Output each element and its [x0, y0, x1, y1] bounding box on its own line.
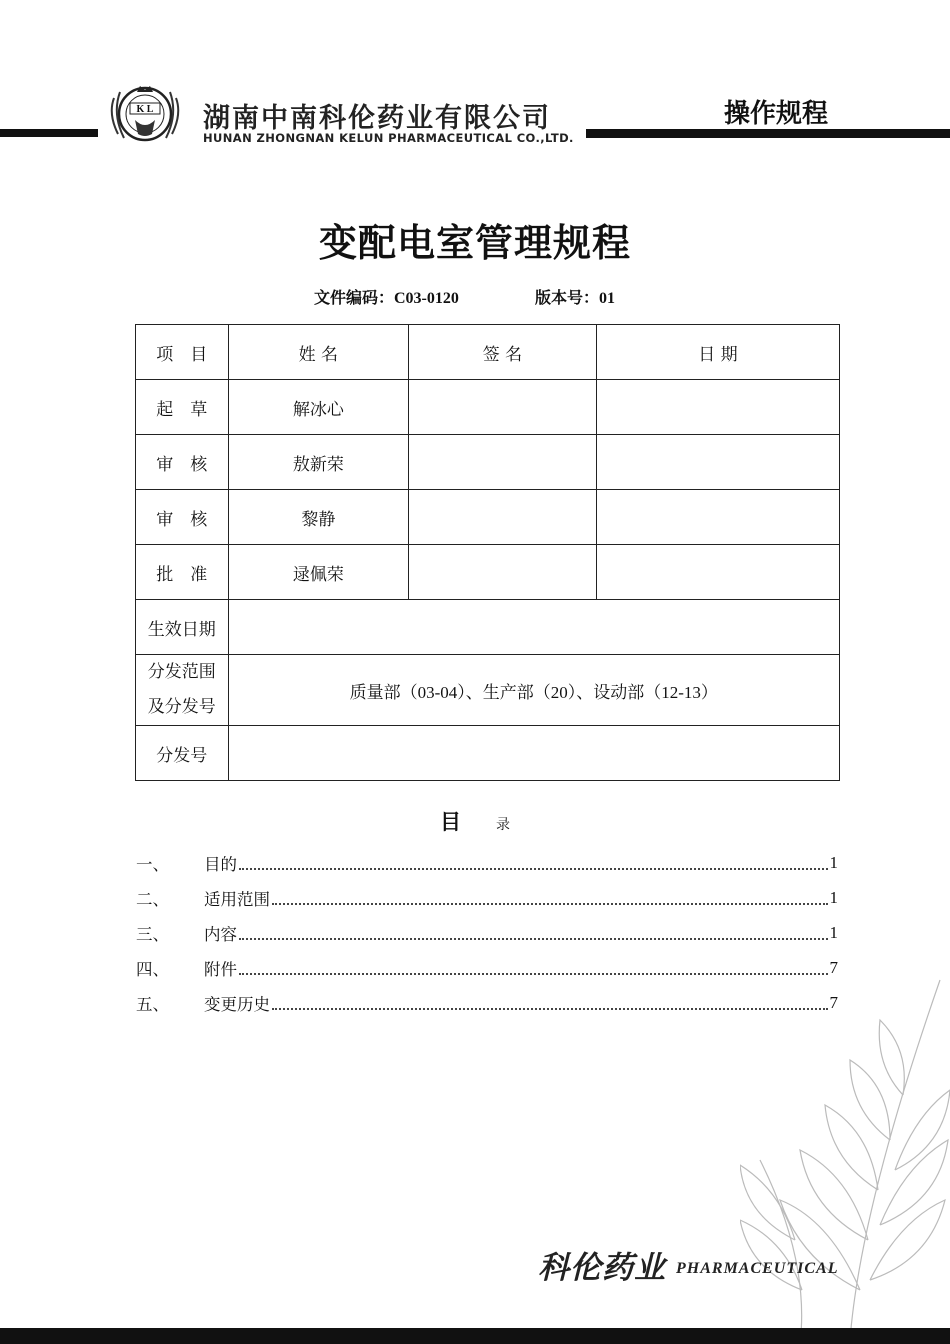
distribution-label-line2: 及分发号 — [147, 697, 216, 717]
toc-number: 一、 — [136, 854, 169, 874]
header-rule-left — [0, 129, 98, 137]
company-logo-icon — [104, 78, 186, 150]
toc-label: 目的 — [204, 854, 237, 874]
toc-entry[interactable] — [136, 985, 838, 1020]
distribution-number-row — [136, 726, 840, 781]
document-version: 版本号：01 — [535, 290, 616, 307]
distribution-row — [136, 655, 840, 726]
toc-title-main: 目 — [439, 810, 461, 834]
table-of-contents — [136, 845, 838, 1020]
footer-rule — [0, 1328, 950, 1344]
toc-page: 1 — [829, 922, 838, 942]
toc-label: 变更历史 — [204, 994, 270, 1014]
footer-brand-en: PHARMACEUTICAL — [676, 1260, 839, 1277]
distribution-number-value — [228, 726, 839, 781]
effective-date-label: 生效日期 — [136, 600, 229, 655]
effective-date-row — [136, 600, 840, 655]
wheat-watermark-icon — [740, 957, 950, 1344]
name-cell: 解冰心 — [228, 380, 409, 435]
date-cell — [596, 490, 839, 545]
name-cell: 敖新荣 — [228, 435, 409, 490]
approval-table — [135, 324, 840, 781]
signature-cell — [409, 545, 597, 600]
toc-entry[interactable] — [136, 880, 838, 915]
document-type: 操作规程 — [724, 99, 829, 129]
distribution-label-line1: 分发范围 — [147, 662, 216, 682]
role-cell: 审 核 — [136, 435, 229, 490]
toc-leader — [239, 868, 828, 870]
header-signature: 签 名 — [409, 325, 597, 380]
toc-label: 内容 — [204, 924, 237, 944]
header-item: 项 目 — [136, 325, 229, 380]
distribution-value: 质量部（03-04）、生产部（20）、设动部（12-13） — [228, 655, 839, 726]
toc-number: 四、 — [136, 959, 169, 979]
toc-page: 7 — [829, 992, 838, 1012]
table-row — [136, 490, 840, 545]
toc-leader — [272, 903, 828, 905]
toc-page: 7 — [829, 957, 838, 977]
toc-leader — [239, 938, 828, 940]
company-name-cn: 湖南中南科伦药业有限公司 — [203, 103, 551, 134]
role-cell: 起 草 — [136, 380, 229, 435]
toc-entry[interactable] — [136, 915, 838, 950]
toc-number: 五、 — [136, 994, 169, 1014]
signature-cell — [409, 380, 597, 435]
document-code: 文件编码：C03-0120 — [314, 290, 459, 307]
toc-label: 适用范围 — [204, 889, 270, 909]
footer-brand-cn: 科伦药业 — [538, 1250, 666, 1286]
toc-title — [0, 806, 950, 836]
signature-cell — [409, 435, 597, 490]
signature-cell — [409, 490, 597, 545]
document-title: 变配电室管理规程 — [318, 221, 631, 265]
toc-entry[interactable] — [136, 845, 838, 880]
svg-text:K L: K L — [136, 104, 154, 115]
name-cell: 逯佩荣 — [228, 545, 409, 600]
toc-page: 1 — [829, 887, 838, 907]
header-name: 姓 名 — [228, 325, 409, 380]
date-cell — [596, 380, 839, 435]
role-cell: 审 核 — [136, 490, 229, 545]
name-cell: 黎静 — [228, 490, 409, 545]
role-cell: 批 准 — [136, 545, 229, 600]
distribution-number-label: 分发号 — [136, 726, 229, 781]
distribution-label — [136, 655, 229, 726]
toc-number: 二、 — [136, 889, 169, 909]
table-row — [136, 435, 840, 490]
effective-date-value — [228, 600, 839, 655]
date-cell — [596, 435, 839, 490]
header-rule-right — [586, 129, 950, 138]
table-row — [136, 380, 840, 435]
toc-entry[interactable] — [136, 950, 838, 985]
toc-number: 三、 — [136, 924, 169, 944]
date-cell — [596, 545, 839, 600]
table-header-row — [136, 325, 840, 380]
header-date: 日 期 — [596, 325, 839, 380]
toc-label: 附件 — [204, 959, 237, 979]
toc-page: 1 — [829, 852, 838, 872]
company-name-en: HUNAN ZHONGNAN KELUN PHARMACEUTICAL CO.,LTD. — [203, 131, 574, 145]
toc-title-secondary: 录 — [496, 817, 511, 833]
table-row — [136, 545, 840, 600]
